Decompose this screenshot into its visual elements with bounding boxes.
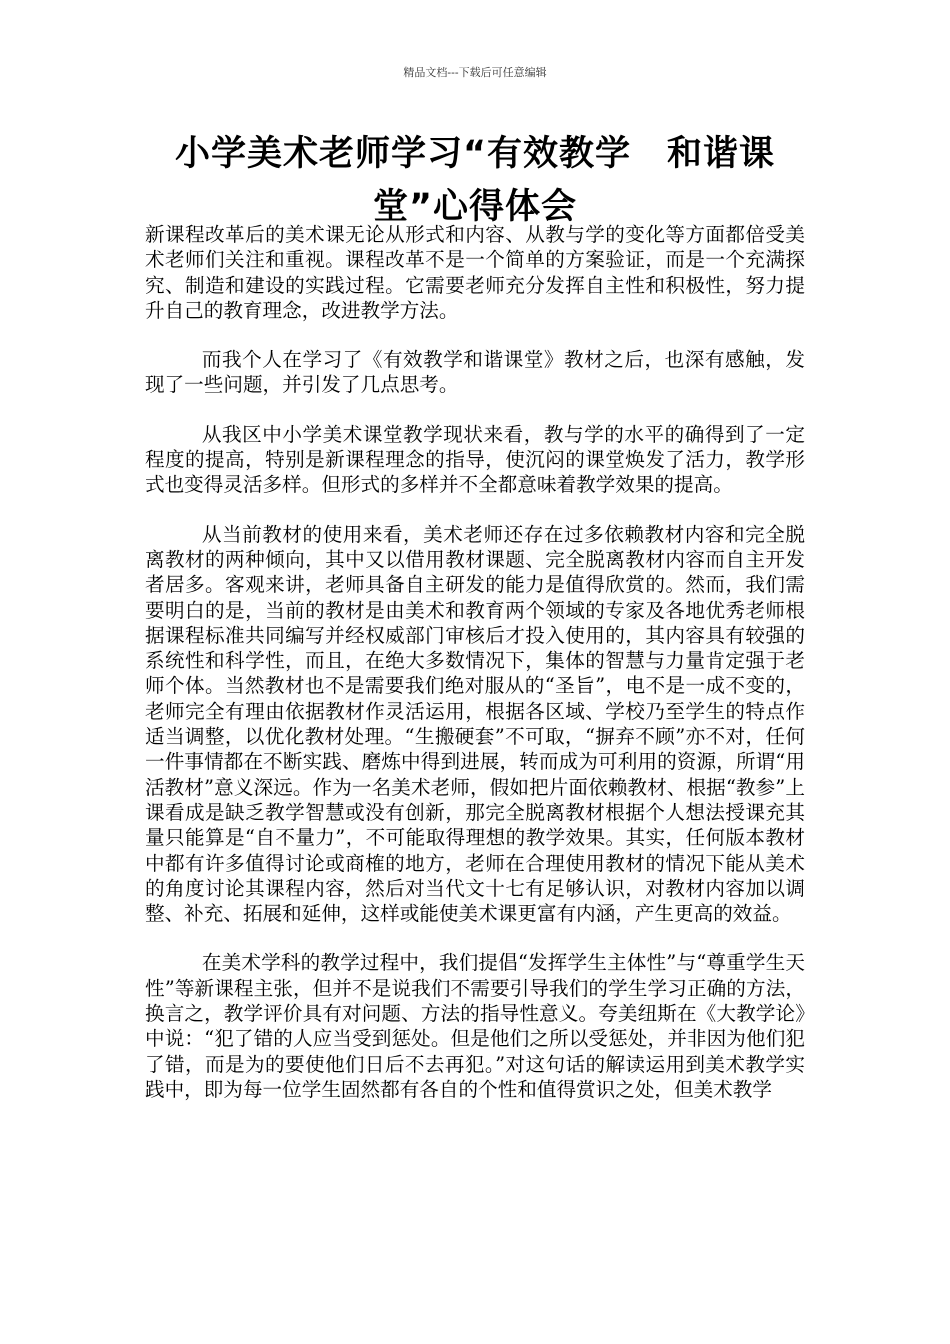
paragraph-teaching-guidance: 在美术学科的教学过程中，我们提倡“发挥学生主体性”与“尊重学生天性”等新课程主张，但并不是说我们不需要引导我们的学生学习正确的方法，换言之，教学评价具有对问题、方法的指导性意义。夸美纽斯在《大教学论》中说：“犯了错的人应当受到惩处。但是他们之所以受惩处，并非因为他们犯了错，而是为的要使他们日后不去再犯。”对这句话的解读运用到美术教学实践中，即为每一位学生固然都有各自的个性和值得赏识之处，但美术教学 [145,951,805,1101]
paragraph-intro: 新课程改革后的美术课无论从形式和内容、从教与学的变化等方面都倍受美术老师们关注和重视。课程改革不是一个简单的方案验证，而是一个充满探究、制造和建设的实践过程。它需要老师充分发挥自主性和积极性，努力提升自己的教育理念，改进教学方法。 [145,223,805,322]
paragraph-current-status: 从我区中小学美术课堂教学现状来看，教与学的水平的确得到了一定程度的提高，特别是新课程理念的指导，使沉闷的课堂焕发了活力，教学形式也变得灵活多样。但形式的多样并不全都意味着教学效果的提高。 [145,422,805,497]
document-title: 小学美术老师学习“有效教学 和谐课堂”心得体会 [174,134,775,227]
document-body [145,222,805,1126]
header-note: 精品文档---下载后可任意编辑 [403,66,547,79]
paragraph-reflection: 而我个人在学习了《有效教学和谐课堂》教材之后，也深有感触，发现了一些问题，并引发了几点思考。 [145,348,805,397]
paragraph-textbook-use: 从当前教材的使用来看，美术老师还存在过多依赖教材内容和完全脱离教材的两种倾向，其中又以借用教材课题、完全脱离教材内容而自主开发者居多。客观来讲，老师具备自主研发的能力是值得欣赏的。然而，我们需要明白的是，当前的教材是由美术和教育两个领域的专家及各地优秀老师根据课程标准共同编写并经权威部门审核后才投入使用的，其内容具有较强的系统性和科学性，而且，在绝大多数情况下，集体的智慧与力量肯定强于老师个体。当然教材也不是需要我们绝对服从的“圣旨”，电不是一成不变的，老师完全有理由依据教材作灵活运用，根据各区域、学校乃至学生的特点作适当调整，以优化教材处理。“生搬硬套”不可取，“摒弃不顾”亦不对，任何一件事情都在不断实践、磨炼中得到进展，转而成为可利用的资源，所谓“用活教材”意义深远。作为一名美术老师，假如把片面依赖教材、根据“教参”上课看成是缺乏教学智慧或没有创新，那完全脱离教材根据个人想法授课充其量只能算是“自不量力”，不可能取得理想的教学效果。其实，任何版本教材中都有许多值得讨论或商榷的地方，老师在合理使用教材的情况下能从美术的角度讨论其课程内容，然后对当代文十七有足够认识，对教材内容加以调整、补充、拓展和延伸，这样或能使美术课更富有内涵，产生更高的效益。 [145,522,805,926]
